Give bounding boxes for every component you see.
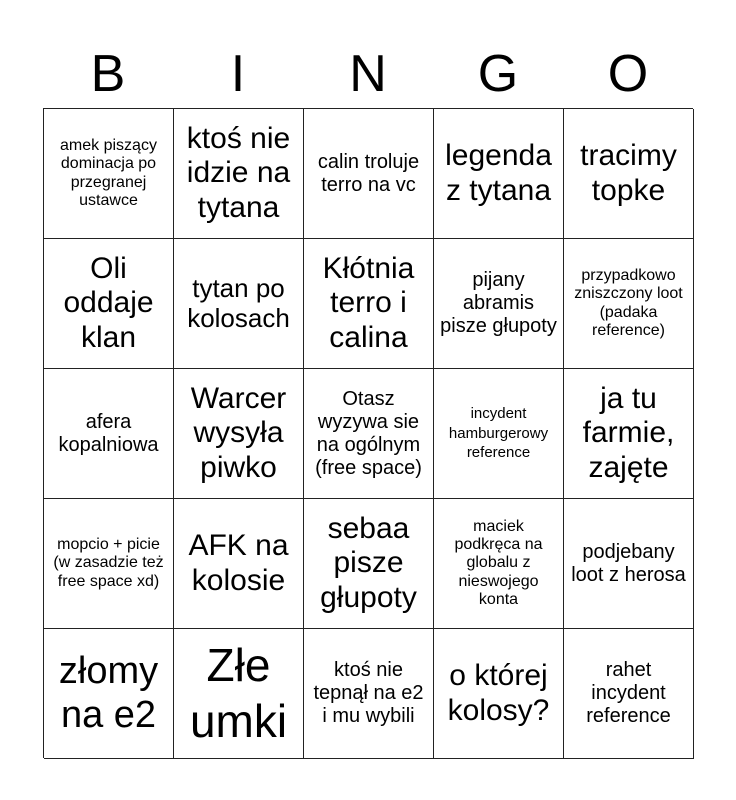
bingo-cell[interactable]: amek piszący dominacja po przegranej ustawce [44, 109, 174, 239]
bingo-cell[interactable]: AFK na kolosie [174, 499, 304, 629]
bingo-cell[interactable]: o której kolosy? [434, 629, 564, 759]
header-letter-b: B [90, 45, 126, 103]
bingo-header [43, 40, 693, 108]
bingo-cell[interactable]: calin troluje terro na vc [304, 109, 434, 239]
bingo-cell[interactable]: tytan po kolosach [174, 239, 304, 369]
bingo-cell[interactable]: tracimy topke [564, 109, 694, 239]
bingo-board [43, 108, 693, 758]
bingo-cell[interactable]: rahet incydent reference [564, 629, 694, 759]
bingo-cell[interactable]: sebaa pisze głupoty [304, 499, 434, 629]
bingo-cell[interactable]: Kłótnia terro i calina [304, 239, 434, 369]
bingo-cell[interactable]: złomy na e2 [44, 629, 174, 759]
bingo-cell[interactable]: mopcio + picie (w zasadzie też free space xd) [44, 499, 174, 629]
bingo-cell[interactable]: maciek podkręca na globalu z nieswojego konta [434, 499, 564, 629]
bingo-cell[interactable]: afera kopalniowa [44, 369, 174, 499]
bingo-cell[interactable]: ja tu farmie, zajęte [564, 369, 694, 499]
bingo-cell[interactable]: Otasz wyzywa sie na ogólnym (free space) [304, 369, 434, 499]
bingo-cell[interactable]: Oli oddaje klan [44, 239, 174, 369]
header-letter-o: O [607, 45, 649, 103]
bingo-cell[interactable]: ktoś nie idzie na tytana [174, 109, 304, 239]
bingo-cell[interactable]: Warcer wysyła piwko [174, 369, 304, 499]
bingo-cell[interactable]: ktoś nie tepnął na e2 i mu wybili [304, 629, 434, 759]
header-letter-i: I [230, 45, 246, 103]
bingo-cell[interactable]: przypadkowo zniszczony loot (padaka reference) [564, 239, 694, 369]
bingo-cell[interactable]: incydent hamburgerowy reference [434, 369, 564, 499]
bingo-cell[interactable]: legenda z tytana [434, 109, 564, 239]
bingo-cell[interactable]: pijany abramis pisze głupoty [434, 239, 564, 369]
bingo-cell[interactable]: Złe umki [174, 629, 304, 759]
header-letter-g: G [477, 45, 519, 103]
header-letter-n: N [349, 45, 387, 103]
bingo-cell[interactable]: podjebany loot z herosa [564, 499, 694, 629]
